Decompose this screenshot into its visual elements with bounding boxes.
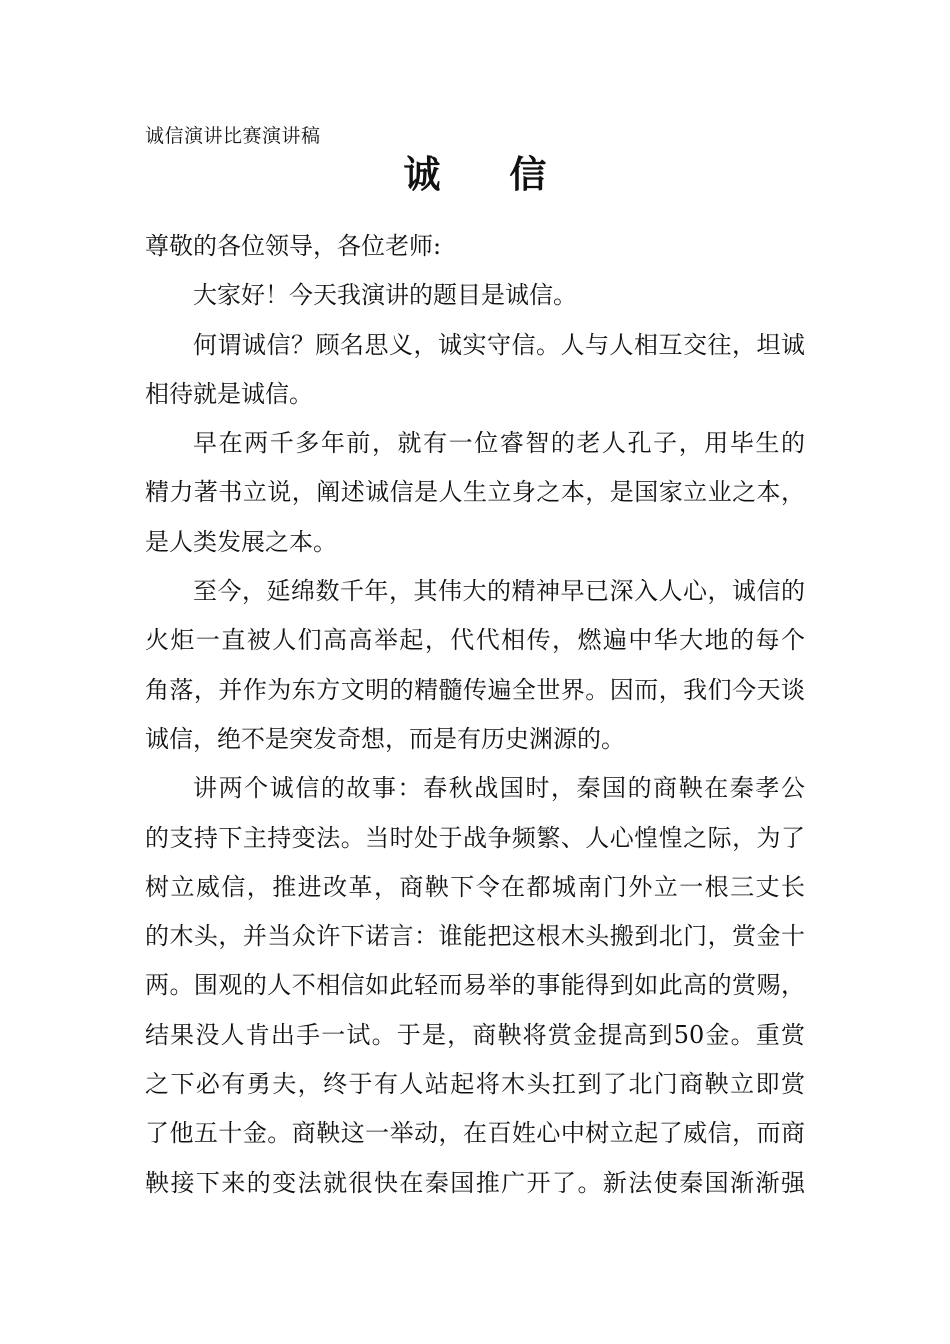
text-line: 讲两个诚信的故事：春秋战国时，秦国的商鞅在秦孝公 <box>193 774 805 803</box>
document-title: 诚 信 <box>403 152 575 196</box>
paragraph <box>145 764 805 1208</box>
text-line: 火炬一直被人们高高举起，代代相传，燃遍中华大地的每个 <box>145 626 805 655</box>
paragraph <box>145 567 805 764</box>
text-line: 早在两千多年前，就有一位睿智的老人孔子，用毕生的 <box>193 429 805 458</box>
text-line: 两。围观的人不相信如此轻而易举的事能得到如此高的赏赐， <box>145 971 805 1000</box>
text-line: 至今，延绵数千年，其伟大的精神早已深入人心，诚信的 <box>193 577 805 606</box>
text-line: 精力著书立说，阐述诚信是人生立身之本，是国家立业之本， <box>145 478 805 507</box>
document-body <box>145 222 805 1208</box>
text-line: 相待就是诚信。 <box>145 379 313 408</box>
text-line: 角落，并作为东方文明的精髓传遍全世界。因而，我们今天谈 <box>145 675 805 704</box>
document-header: 诚信演讲比赛演讲稿 <box>145 125 321 147</box>
text-line: 之下必有勇夫，终于有人站起将木头扛到了北门商鞅立即赏 <box>145 1070 805 1099</box>
text-line: 是人类发展之本。 <box>145 527 337 556</box>
text-line: 尊敬的各位领导，各位老师: <box>145 232 442 260</box>
text-line: 树立威信，推进改革，商鞅下令在都城南门外立一根三丈长 <box>145 872 805 901</box>
salutation <box>145 222 805 271</box>
text-line: 的支持下主持变法。当时处于战争频繁、人心惶惶之际，为了 <box>145 823 805 852</box>
text-line: 何谓诚信？顾名思义，诚实守信。人与人相互交往，坦诚 <box>193 330 805 359</box>
text-line: 的木头，并当众许下诺言：谁能把这根木头搬到北门，赏金十 <box>145 922 805 951</box>
paragraph <box>145 419 805 567</box>
text-line: 鞅接下来的变法就很快在秦国推广开了。新法使秦国渐渐强 <box>145 1168 805 1197</box>
text-line: 大家好！今天我演讲的题目是诚信。 <box>193 281 577 310</box>
text-line: 诚信，绝不是突发奇想，而是有历史渊源的。 <box>145 724 625 753</box>
paragraph <box>145 321 805 420</box>
text-line: 了他五十金。商鞅这一举动，在百姓心中树立起了威信，而商 <box>145 1119 805 1148</box>
text-line: 结果没人肯出手一试。于是，商鞅将赏金提高到50金。重赏 <box>145 1020 805 1049</box>
paragraph <box>145 271 805 320</box>
